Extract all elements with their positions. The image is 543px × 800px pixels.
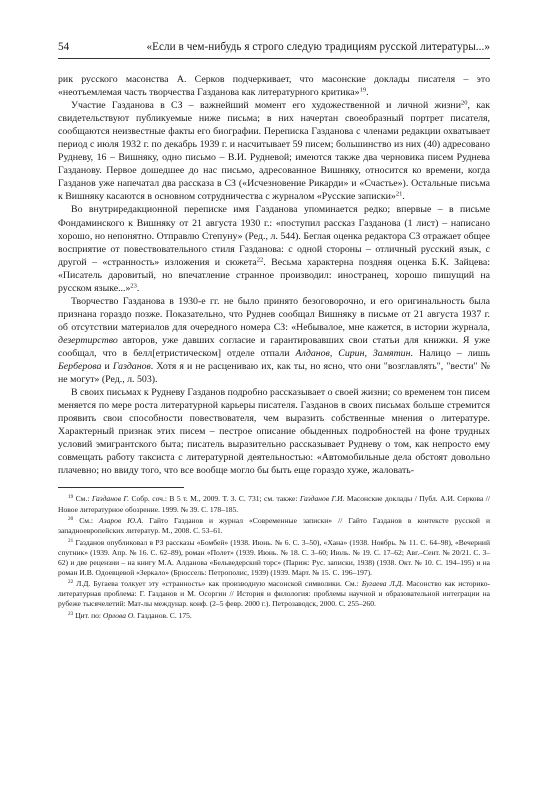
italic-text: дезертирство	[58, 334, 118, 346]
footnote-number: 22	[68, 579, 74, 586]
italic-text: Азаров Ю.А.	[99, 516, 144, 526]
footnote	[58, 579, 490, 609]
text-run: См.:	[73, 494, 92, 504]
footnote-number: 23	[68, 611, 74, 618]
running-header	[58, 40, 490, 59]
footnote	[58, 538, 490, 578]
text-run: Цит. по:	[73, 610, 103, 620]
footnote-separator	[58, 487, 184, 488]
footnote-ref: 19	[359, 86, 367, 94]
text-run: .	[402, 191, 405, 203]
text-run: Газданов опубликовал в РЗ рассказы «Бомбей» (1938. Июнь. № 6. С. 3–50), «Хана» (1938. Ноябрь. № 11. С. 64–98), «Вечерний спутник» (1939. Апр. № 16. С. 62–89), роман «Полет» (1939. Июнь. № 18. С. 3–60; Июль. № 19. С. 17–62; Авг.–Сент. № 20/21. С. 3–62) и две рецензии – на книгу М.А. Алданова «Бельведерский торс» (Париж: Рус. записки, 1938) (1938. Окт. № 10. С. 194–195) и на роман И.В. Одоевцевой «Зеркало» (Брюссель: Петрополис, 1939) (1939. Март. № 15. С. 196–197).	[58, 537, 490, 577]
text-run: Л.Д. Бугаева толкует эту «странность» как производную масонской символики. См.:	[73, 579, 362, 589]
italic-text: Бугаева Л.Д.	[361, 579, 404, 589]
text-run: Гайто Газданов и журнал «Современные записки» // Гайто Газданов в контексте русской и западноевропейских литератур. М., 2008. С. 53–61.	[58, 516, 490, 536]
paragraph	[58, 99, 490, 203]
text-run: . Весьма характерна поздняя оценка Б.К. Зайцева: «Писатель даровитый, но впечатление странное производил: иностранец, хорошо пишущий на русском языке...»	[58, 256, 490, 294]
italic-text: Газданов Г.	[91, 494, 130, 504]
book-page	[58, 40, 490, 780]
text-run: . Хотя я и не расцениваю их, как ты, но ясно, что они "возглавлять", "вести" № не могут» (Ред., л. 503).	[58, 361, 490, 386]
footnote-number: 19	[68, 494, 74, 501]
footnote-ref: 23	[130, 282, 137, 290]
footnote	[58, 516, 490, 536]
footnote-ref: 22	[256, 256, 264, 264]
paragraph	[58, 73, 490, 99]
text-run: Масонство как историко-литературная проблема: Г. Газданов и М. Осоргин // История и филология: проблемы научной и образовательной интеграции на рубеже тысячелетий: Мат-лы междунар. конф. (2–5 февр. 2000 г.). Петрозаводск, 2000. С. 255–260.	[58, 579, 490, 609]
text-run: . Налицо – лишь	[410, 347, 491, 359]
text-run: Творчество Газданова в 1930-е гг. не было принято безоговорочно, и его оригинальность была признана гораздо позже. Показательно, что Руднев сообщал Вишняку в письме от 21 августа 1937 г. об отсутствии материалов для очередного номера СЗ: «Небывалое, мне кажется, в истории журнала,	[58, 295, 490, 333]
paragraph	[58, 203, 490, 294]
text-run: , как свидетельствуют публикуемые ниже письма; в них начертан своеобразный портрет писателя, сообщаются неизвестные факты его биографии. Переписка Газданова с членами редакции охватывает период с июля 1932 г. по декабрь 1939 г. и насчитывает 59 писем; большинство из них (40) адресовано Рудневу, 16 – Вишняку, одно письмо – В.И. Рудневой; имеются также два черновика писем Руднева Газданову. Первое дошедшее до нас письмо, адресованное Вишняку, относится ко времени, когда Газданов уже напечатал два рассказа в СЗ («Исчезновение Рикарди» и «Счастье»). Остальные письма к Вишняку касаются в основном сотрудничества с журналом «Русские записки»	[58, 100, 490, 203]
text-run: См.:	[73, 516, 100, 526]
page-number: 54	[58, 41, 70, 53]
text-run: Газданов. С. 175.	[135, 610, 192, 620]
italic-text: Алданов, Сирин, Замятин	[295, 347, 411, 359]
text-run: рик русского масонства А. Серков подчеркивает, что масонские доклады писателя – это «неотъемлемая часть творчества Газданова как литературного критика»	[58, 74, 490, 99]
footnote-number: 21	[68, 537, 74, 544]
text-run: Участие Газданова в СЗ – важнейший момент его художественной и личной жизни	[71, 100, 461, 112]
italic-text: Газданов Г.И.	[299, 494, 345, 504]
text-run: .	[136, 282, 140, 294]
body-text	[58, 73, 490, 477]
text-run: авторов, уже давших согласие и гарантировавших свои статьи для книжки. Я уже сообщал, что в белл[етристическом] отделе отпали	[58, 334, 490, 359]
paragraph	[58, 386, 490, 477]
text-run: Масонские доклады / Публ. А.И. Серкова // Новое литературное обозрение. 1999. № 39. С. 178–185.	[58, 494, 490, 514]
running-title: «Если в чем-нибудь я строго следую традициям русской литературы...»	[146, 41, 490, 53]
footnote	[58, 611, 490, 621]
footnote-ref: 21	[395, 190, 403, 198]
text-run: и	[101, 361, 113, 373]
italic-text: Берберова	[58, 361, 102, 373]
footnote	[58, 494, 490, 514]
italic-text: Орлова О.	[102, 610, 136, 620]
paragraph	[58, 295, 490, 386]
footnote-number: 20	[68, 516, 74, 523]
footnote-ref: 20	[460, 99, 468, 107]
text-run: Собр. соч.: В 5 т. М., 2009. Т. 3. С. 731; см. также:	[129, 494, 300, 504]
text-run: В своих письмах к Рудневу Газданов подробно рассказывает о своей жизни; со временем тон писем меняется по мере роста литературной карьеры писателя. Газданов в своих письмах больше стремится проявить свои способности повествователя, чем выразить собственные мнения о литературе. Характерный признак этих писем – пестрое описание обыденных подробностей на фоне трудных условий эмигрантского быта; писатель выразительно рассказывает Рудневу о том, как непросто ему совмещать работу таксиста с литературной деятельностью: «Автомобильные дела обстоят довольно плачевно; но ввиду того, что все вообще могло бы быть еще гораздо хуже, жаловать-	[58, 387, 490, 477]
footnotes	[58, 494, 490, 621]
italic-text: Газданов	[112, 361, 151, 373]
text-run: .	[366, 87, 369, 99]
text-run: Во внутриредакционной переписке имя Газданова упоминается редко; впервые – в письме Фондаминского к Вишняку от 21 августа 1930 г.: «поступил рассказ Газданова (1 лист) – написано хорошо, но непонятно. Отправлю Степуну» (Ред., л. 544). Беглая оценка редактора СЗ отражает общее восприятие от повествовательного стиля Газданова: с одной стороны – отличный русский язык, с другой – «странность» изложения и сюжета	[58, 204, 490, 268]
